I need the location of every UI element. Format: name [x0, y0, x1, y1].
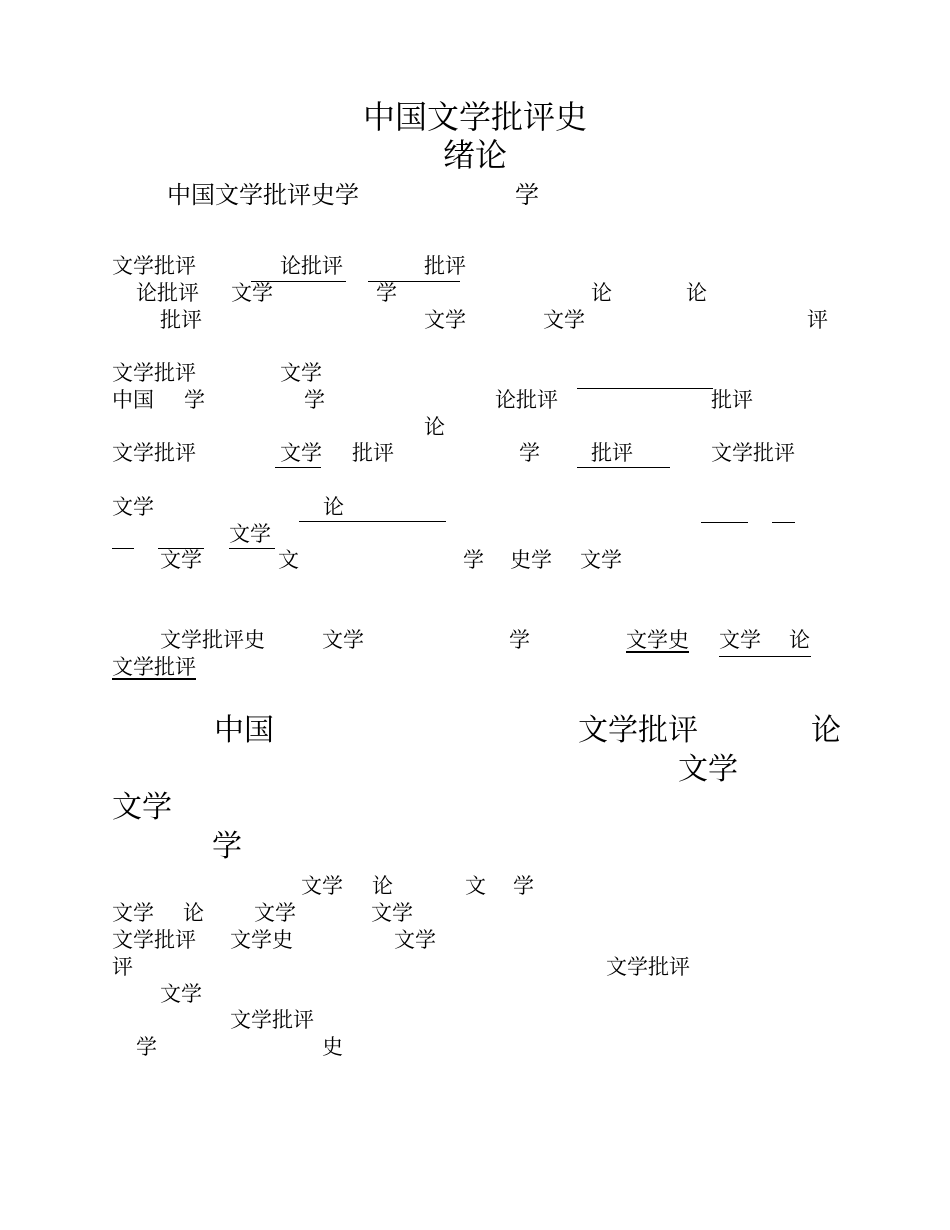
text-fragment: 文学 [719, 628, 761, 652]
text-fragment: 学 [513, 874, 534, 898]
blank-underline [772, 522, 795, 523]
text-fragment: 论 [789, 628, 810, 652]
text-fragment: 批评 [424, 254, 466, 278]
text-fragment: 学 [304, 388, 325, 412]
text-fragment: 文学批评 [112, 441, 196, 465]
text-fragment: 文学 [394, 928, 436, 952]
text-fragment: 评 [807, 308, 828, 332]
text-fragment: 论批评 [280, 254, 343, 278]
text-fragment: 文学批评 [112, 361, 196, 385]
text-fragment: 批评 [160, 308, 202, 332]
text-fragment: 文学 [229, 522, 271, 546]
text-fragment: 文 [465, 874, 486, 898]
text-fragment: 学 [509, 628, 530, 652]
text-fragment: 文 [278, 548, 299, 572]
text-fragment: 论 [591, 281, 612, 305]
text-fragment: 论 [183, 901, 204, 925]
text-fragment: 文学 [280, 361, 322, 385]
text-fragment: 学 [519, 441, 540, 465]
blank-underline [577, 388, 713, 389]
page-title: 中国文学批评史 [363, 98, 588, 136]
blank-underline [112, 548, 134, 549]
text-fragment: 文学 [160, 548, 202, 572]
text-fragment: 文学 [371, 901, 413, 925]
blank-underline [229, 548, 275, 549]
text-fragment: 文学批评史 [160, 628, 265, 652]
heading-fragment: 文学批评 [578, 713, 698, 748]
text-fragment: 文学批评 [112, 655, 196, 679]
blank-underline [577, 467, 670, 468]
blank-underline [299, 521, 446, 522]
text-fragment: 文学 [160, 982, 202, 1006]
heading-fragment: 文学 [112, 790, 172, 825]
text-fragment: 文学批评 [112, 928, 196, 952]
text-fragment: 文学 [112, 495, 154, 519]
text-fragment: 论 [372, 874, 393, 898]
text-fragment: 中国 [112, 388, 154, 412]
text-fragment: 中国文学批评史学 [167, 181, 359, 209]
text-fragment: 学 [376, 281, 397, 305]
text-fragment: 文学 [231, 281, 273, 305]
text-fragment: 文学 [543, 308, 585, 332]
text-fragment: 史 [322, 1035, 343, 1059]
text-fragment: 文学 [580, 548, 622, 572]
text-fragment: 学 [463, 548, 484, 572]
text-fragment: 论批评 [495, 388, 558, 412]
text-fragment: 文学 [322, 628, 364, 652]
blank-underline [719, 656, 811, 657]
heading-fragment: 论 [811, 713, 841, 748]
text-fragment: 论批评 [136, 281, 199, 305]
text-fragment: 文学 [112, 901, 154, 925]
blank-underline [701, 522, 748, 523]
text-fragment: 批评 [711, 388, 753, 412]
text-fragment: 文学 [424, 308, 466, 332]
text-fragment: 论 [686, 281, 707, 305]
text-fragment: 批评 [591, 441, 633, 465]
text-fragment: 文学批评 [711, 441, 795, 465]
text-fragment: 文学 [280, 441, 322, 465]
text-fragment: 论 [323, 495, 344, 519]
text-fragment: 学 [515, 181, 539, 209]
text-fragment: 论 [424, 415, 445, 439]
heading-fragment: 中国 [214, 713, 274, 748]
text-fragment: 文学史 [230, 928, 293, 952]
heading-fragment: 文学 [678, 752, 738, 787]
text-fragment: 学 [136, 1035, 157, 1059]
text-fragment: 文学批评 [230, 1008, 314, 1032]
heading-fragment: 学 [212, 829, 242, 864]
text-fragment: 批评 [352, 441, 394, 465]
blank-underline [275, 467, 321, 468]
text-fragment: 文学 [254, 901, 296, 925]
text-fragment: 学 [184, 388, 205, 412]
text-fragment: 文学批评 [606, 955, 690, 979]
text-fragment: 评 [112, 955, 133, 979]
text-fragment: 文学史 [626, 628, 689, 652]
text-fragment: 史学 [510, 548, 552, 572]
section-heading: 绪论 [443, 136, 508, 174]
text-fragment: 文学 [301, 874, 343, 898]
text-fragment: 文学批评 [112, 254, 196, 278]
